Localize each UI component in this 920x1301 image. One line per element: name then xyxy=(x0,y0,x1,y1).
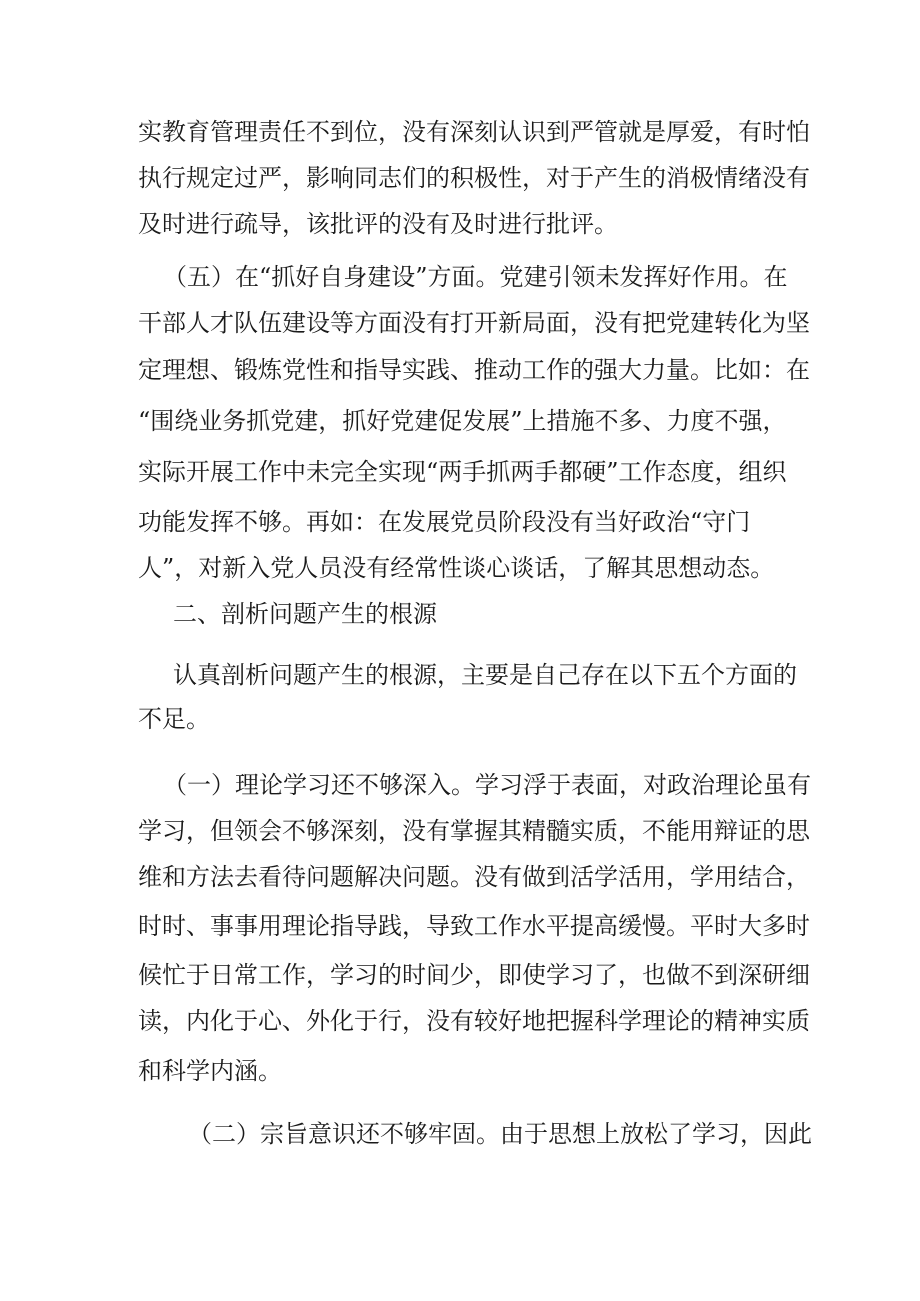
text-line: 和科学内涵。 xyxy=(138,1057,282,1085)
text-line: 学习，但领会不够深刻，没有掌握其精髓实质，不能用辩证的思 xyxy=(138,817,810,845)
text-line: （一）理论学习还不够深入。学习浮于表面，对政治理论虽有 xyxy=(163,771,811,799)
text-line: 维和方法去看待问题解决问题。没有做到活学活用，学用结合， xyxy=(138,863,810,891)
text-line: 时时、事事用理论指导践，导致工作水平提高缓慢。平时大多时 xyxy=(138,912,810,940)
text-line: 定理想、锻炼党性和指导实践、推动工作的强大力量。比如：在 xyxy=(138,356,810,384)
text-line: （五）在“抓好自身建设”方面。党建引领未发挥好作用。在 xyxy=(163,263,788,291)
text-line: 干部人才队伍建设等方面没有打开新局面，没有把党建转化为坚 xyxy=(138,309,810,337)
text-line: 功能发挥不够。再如：在发展党员阶段没有当好政治“守门 xyxy=(138,508,751,536)
text-line: 候忙于日常工作，学习的时间少，即使学习了，也做不到深研细 xyxy=(138,961,810,989)
text-line: 实教育管理责任不到位，没有深刻认识到严管就是厚爱，有时怕 xyxy=(138,118,810,146)
text-line: 及时进行疏导，该批评的没有及时进行批评。 xyxy=(138,210,618,238)
text-line: 认真剖析问题产生的根源，主要是自己存在以下五个方面的 xyxy=(173,661,797,689)
text-line: （二）宗旨意识还不够牢固。由于思想上放松了学习，因此 xyxy=(188,1120,812,1148)
section-heading: 二、剖析问题产生的根源 xyxy=(173,600,437,628)
text-line: 人”，对新入党人员没有经常性谈心谈话，了解其思想动态。 xyxy=(138,554,775,582)
text-line: 读，内化于心、外化于行，没有较好地把握科学理论的精神实质 xyxy=(138,1007,810,1035)
text-line: “围绕业务抓党建，抓好党建促发展”上措施不多、力度不强， xyxy=(138,407,787,435)
text-line: 不足。 xyxy=(138,705,210,733)
text-line: 执行规定过严，影响同志们的积极性，对于产生的消极情绪没有 xyxy=(138,164,810,192)
text-line: 实际开展工作中未完全实现“两手抓两手都硬”工作态度，组织 xyxy=(138,458,787,486)
